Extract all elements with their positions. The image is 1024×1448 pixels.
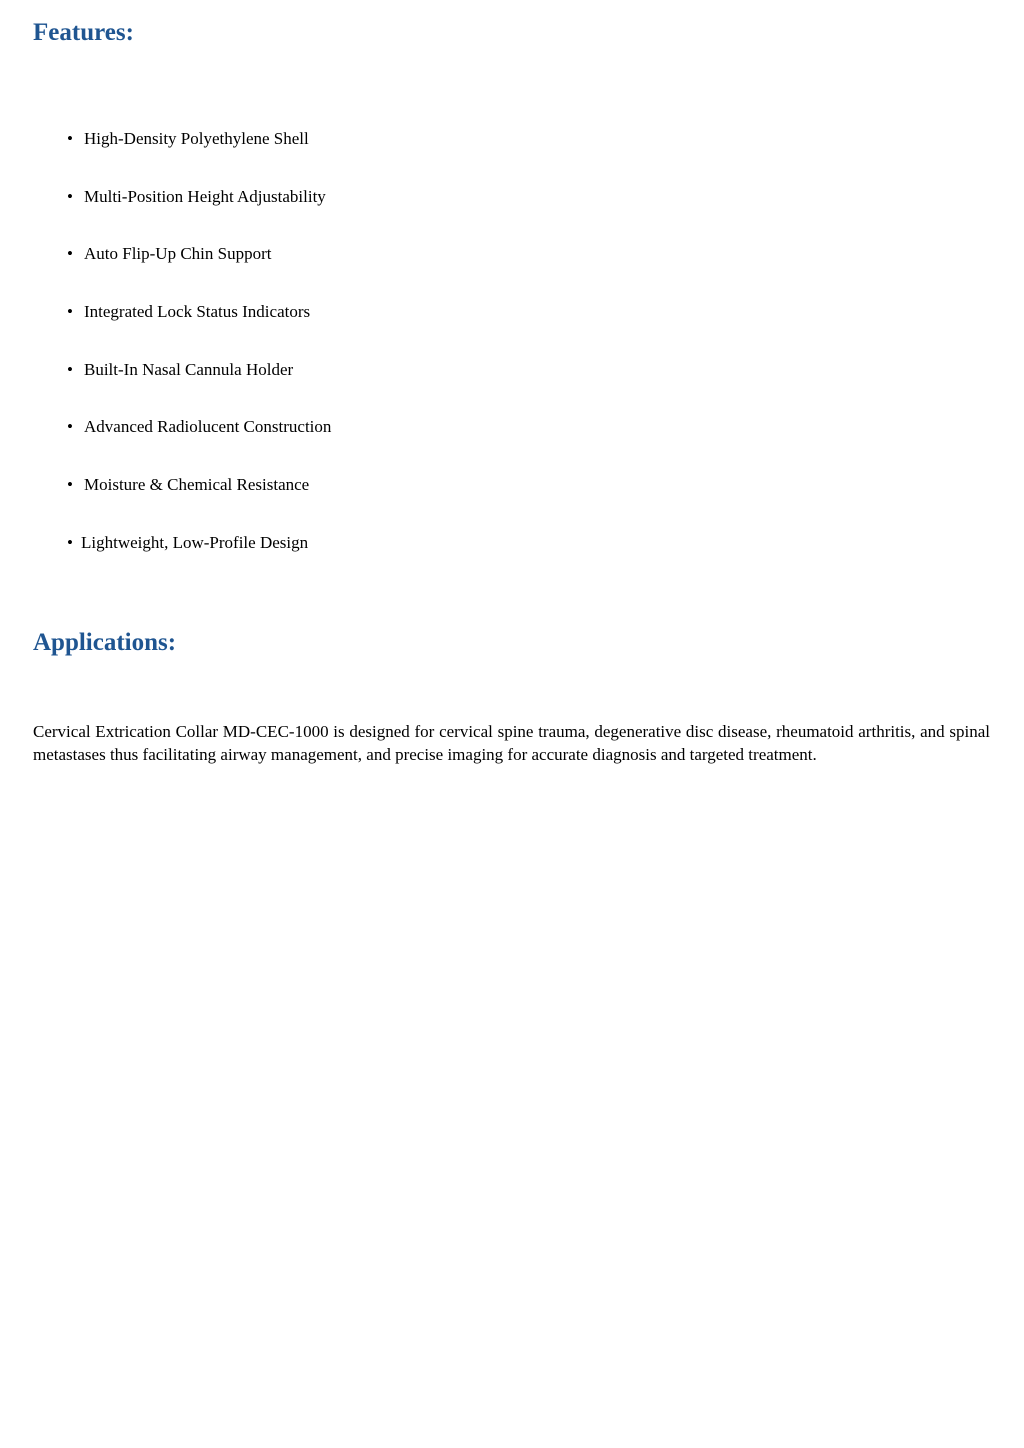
feature-item (67, 127, 309, 151)
feature-item (67, 531, 308, 555)
applications-heading: Applications: (33, 629, 177, 656)
bullet-icon: • (67, 302, 73, 321)
feature-item-label: Lightweight, Low-Profile Design (81, 533, 309, 552)
feature-item-label: Advanced Radiolucent Construction (84, 417, 332, 436)
feature-item (67, 242, 272, 266)
bullet-icon: • (67, 475, 73, 494)
feature-item-label: Integrated Lock Status Indicators (84, 302, 311, 321)
feature-item (67, 300, 310, 324)
bullet-icon: • (67, 417, 73, 436)
bullet-icon: • (67, 187, 73, 206)
features-heading: Features: (33, 19, 134, 46)
feature-item-label: Moisture & Chemical Resistance (84, 475, 310, 494)
bullet-icon: • (67, 360, 73, 379)
feature-item (67, 185, 326, 209)
feature-item (67, 473, 309, 497)
bullet-icon: • (67, 244, 73, 263)
bullet-icon: • (67, 533, 73, 552)
feature-item-label: Built-In Nasal Cannula Holder (84, 360, 294, 379)
feature-item (67, 415, 331, 439)
applications-paragraph: Cervical Extrication Collar MD-CEC-1000 is designed for cervical spine trauma, degenerative disc disease, rheumatoid arthritis, and spinal metastases thus facilitating airway management, and precise imaging for accurate diagnosis and targeted treatment. (33, 722, 990, 764)
feature-item (67, 358, 293, 382)
bullet-icon: • (67, 129, 73, 148)
feature-item-label: High-Density Polyethylene Shell (84, 129, 309, 148)
feature-item-label: Auto Flip-Up Chin Support (84, 244, 272, 263)
feature-item-label: Multi-Position Height Adjustability (84, 187, 326, 206)
